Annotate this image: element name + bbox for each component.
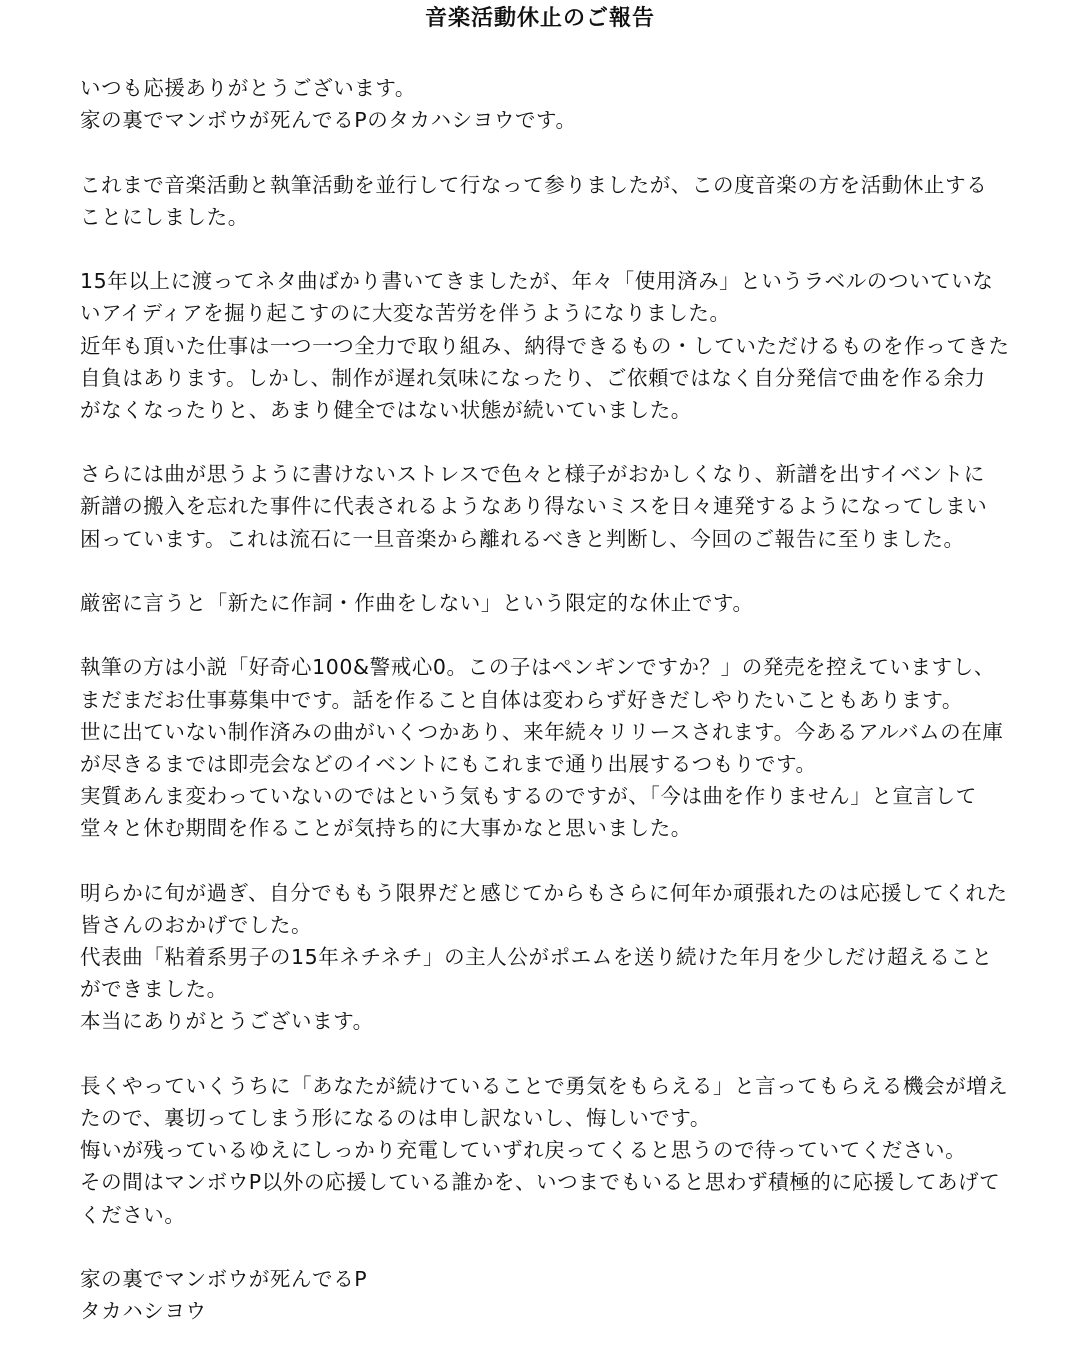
text-line: 明らかに旬が過ぎ、自分でももう限界だと感じてからもさらに何年か頑張れたのは応援してくれた xyxy=(80,880,1008,905)
paragraph xyxy=(80,169,1020,233)
paragraph-gap xyxy=(80,1231,1020,1263)
signature xyxy=(80,1263,1020,1327)
text-line: ことにしました。 xyxy=(80,204,249,229)
text-line: 新譜の搬入を忘れた事件に代表されるようなあり得ないミスを日々連発するようになってしまい xyxy=(80,494,988,519)
paragraph-gap xyxy=(80,233,1020,265)
text-line: 長くやっていくうちに「あなたが続けていることで勇気をもらえる」と言ってもらえる機会が増え xyxy=(80,1073,1009,1098)
announcement-body xyxy=(80,72,1020,1327)
paragraph xyxy=(80,587,1020,619)
signature-name: 家の裏でマンボウが死んでるP xyxy=(80,1266,368,1291)
paragraph-gap xyxy=(80,1038,1020,1070)
text-line: 自負はあります。しかし、制作が遅れ気味になったり、ご依頼ではなく自分発信で曲を作る余力 xyxy=(80,365,986,390)
paragraph-gap xyxy=(80,619,1020,651)
text-line: ができました。 xyxy=(80,977,228,1002)
paragraph-gap xyxy=(80,136,1020,168)
text-line: その間はマンボウP以外の応援している誰かを、いつまでもいると思わず積極的に応援してあげて xyxy=(80,1170,1001,1195)
text-line: 近年も頂いた仕事は一つ一つ全力で取り組み、納得できるもの・していただけるものを作ってきた xyxy=(80,333,1010,358)
text-line: ください。 xyxy=(80,1202,186,1227)
text-line: 代表曲「粘着系男子の15年ネチネチ」の主人公がポエムを送り続けた年月を少しだけ超えること xyxy=(80,945,993,970)
text-line: たので、裏切ってしまう形になるのは申し訳ないし、悔しいです。 xyxy=(80,1106,711,1130)
paragraph-gap xyxy=(80,426,1020,458)
text-line: 皆さんのおかげでした。 xyxy=(80,912,313,937)
text-line: 困っています。これは流石に一旦音楽から離れるべきと判断し、今回のご報告に至りました。 xyxy=(80,526,965,551)
text-line: これまで音楽活動と執筆活動を並行して行なって参りましたが、この度音楽の方を活動休止する xyxy=(80,172,988,197)
text-line: 本当にありがとうございます。 xyxy=(80,1009,374,1034)
paragraph xyxy=(80,72,1020,136)
text-line: がなくなったりと、あまり健全ではない状態が続いていました。 xyxy=(80,397,692,422)
text-line: いつも応援ありがとうございます。 xyxy=(80,76,416,100)
text-line: 堂々と休む期間を作ることが気持ち的に大事かなと思いました。 xyxy=(80,816,692,841)
page-title: 音楽活動休止のご報告 xyxy=(424,6,655,31)
signature-author: タカハシヨウ xyxy=(80,1299,207,1324)
text-line: 15年以上に渡ってネタ曲ばかり書いてきましたが、年々「使用済み」というラベルのついていな xyxy=(80,269,994,294)
paragraph xyxy=(80,1070,1020,1231)
paragraph xyxy=(80,265,1020,426)
paragraph xyxy=(80,651,1020,844)
paragraph-gap xyxy=(80,845,1020,877)
paragraph-gap xyxy=(80,555,1020,587)
paragraph xyxy=(80,877,1020,1038)
text-line: 世に出ていない制作済みの曲がいくつかあり、来年続々リリースされます。今あるアルバムの在庫 xyxy=(80,719,1004,744)
text-line: 悔いが残っているゆえにしっかり充電していずれ戻ってくると思うので待っていてください。 xyxy=(80,1138,967,1163)
text-line: 厳密に言うと「新たに作詞・作曲をしない」という限定的な休止です。 xyxy=(80,591,754,615)
text-line: が尽きるまでは即売会などのイベントにもこれまで通り出展するつもりです。 xyxy=(80,751,817,776)
text-line: まだまだお仕事募集中です。話を作ること自体は変わらず好きだしやりたいこともあります。 xyxy=(80,687,963,712)
text-line: 実質あんま変わっていないのではという気もするのですが、「今は曲を作りません」と宣言して xyxy=(80,784,977,809)
text-line: いアイディアを掘り起こすのに大変な苦労を伴うようになりました。 xyxy=(80,301,731,326)
text-line: 家の裏でマンボウが死んでるPのタカハシヨウです。 xyxy=(80,108,577,133)
text-line: 執筆の方は小説「好奇心100&警戒心0。この子はペンギンですか？」の発売を控えていますし、 xyxy=(80,655,995,680)
paragraph xyxy=(80,458,1020,555)
text-line: さらには曲が思うように書けないストレスで色々と様子がおかしくなり、新譜を出すイベントに xyxy=(80,462,985,487)
